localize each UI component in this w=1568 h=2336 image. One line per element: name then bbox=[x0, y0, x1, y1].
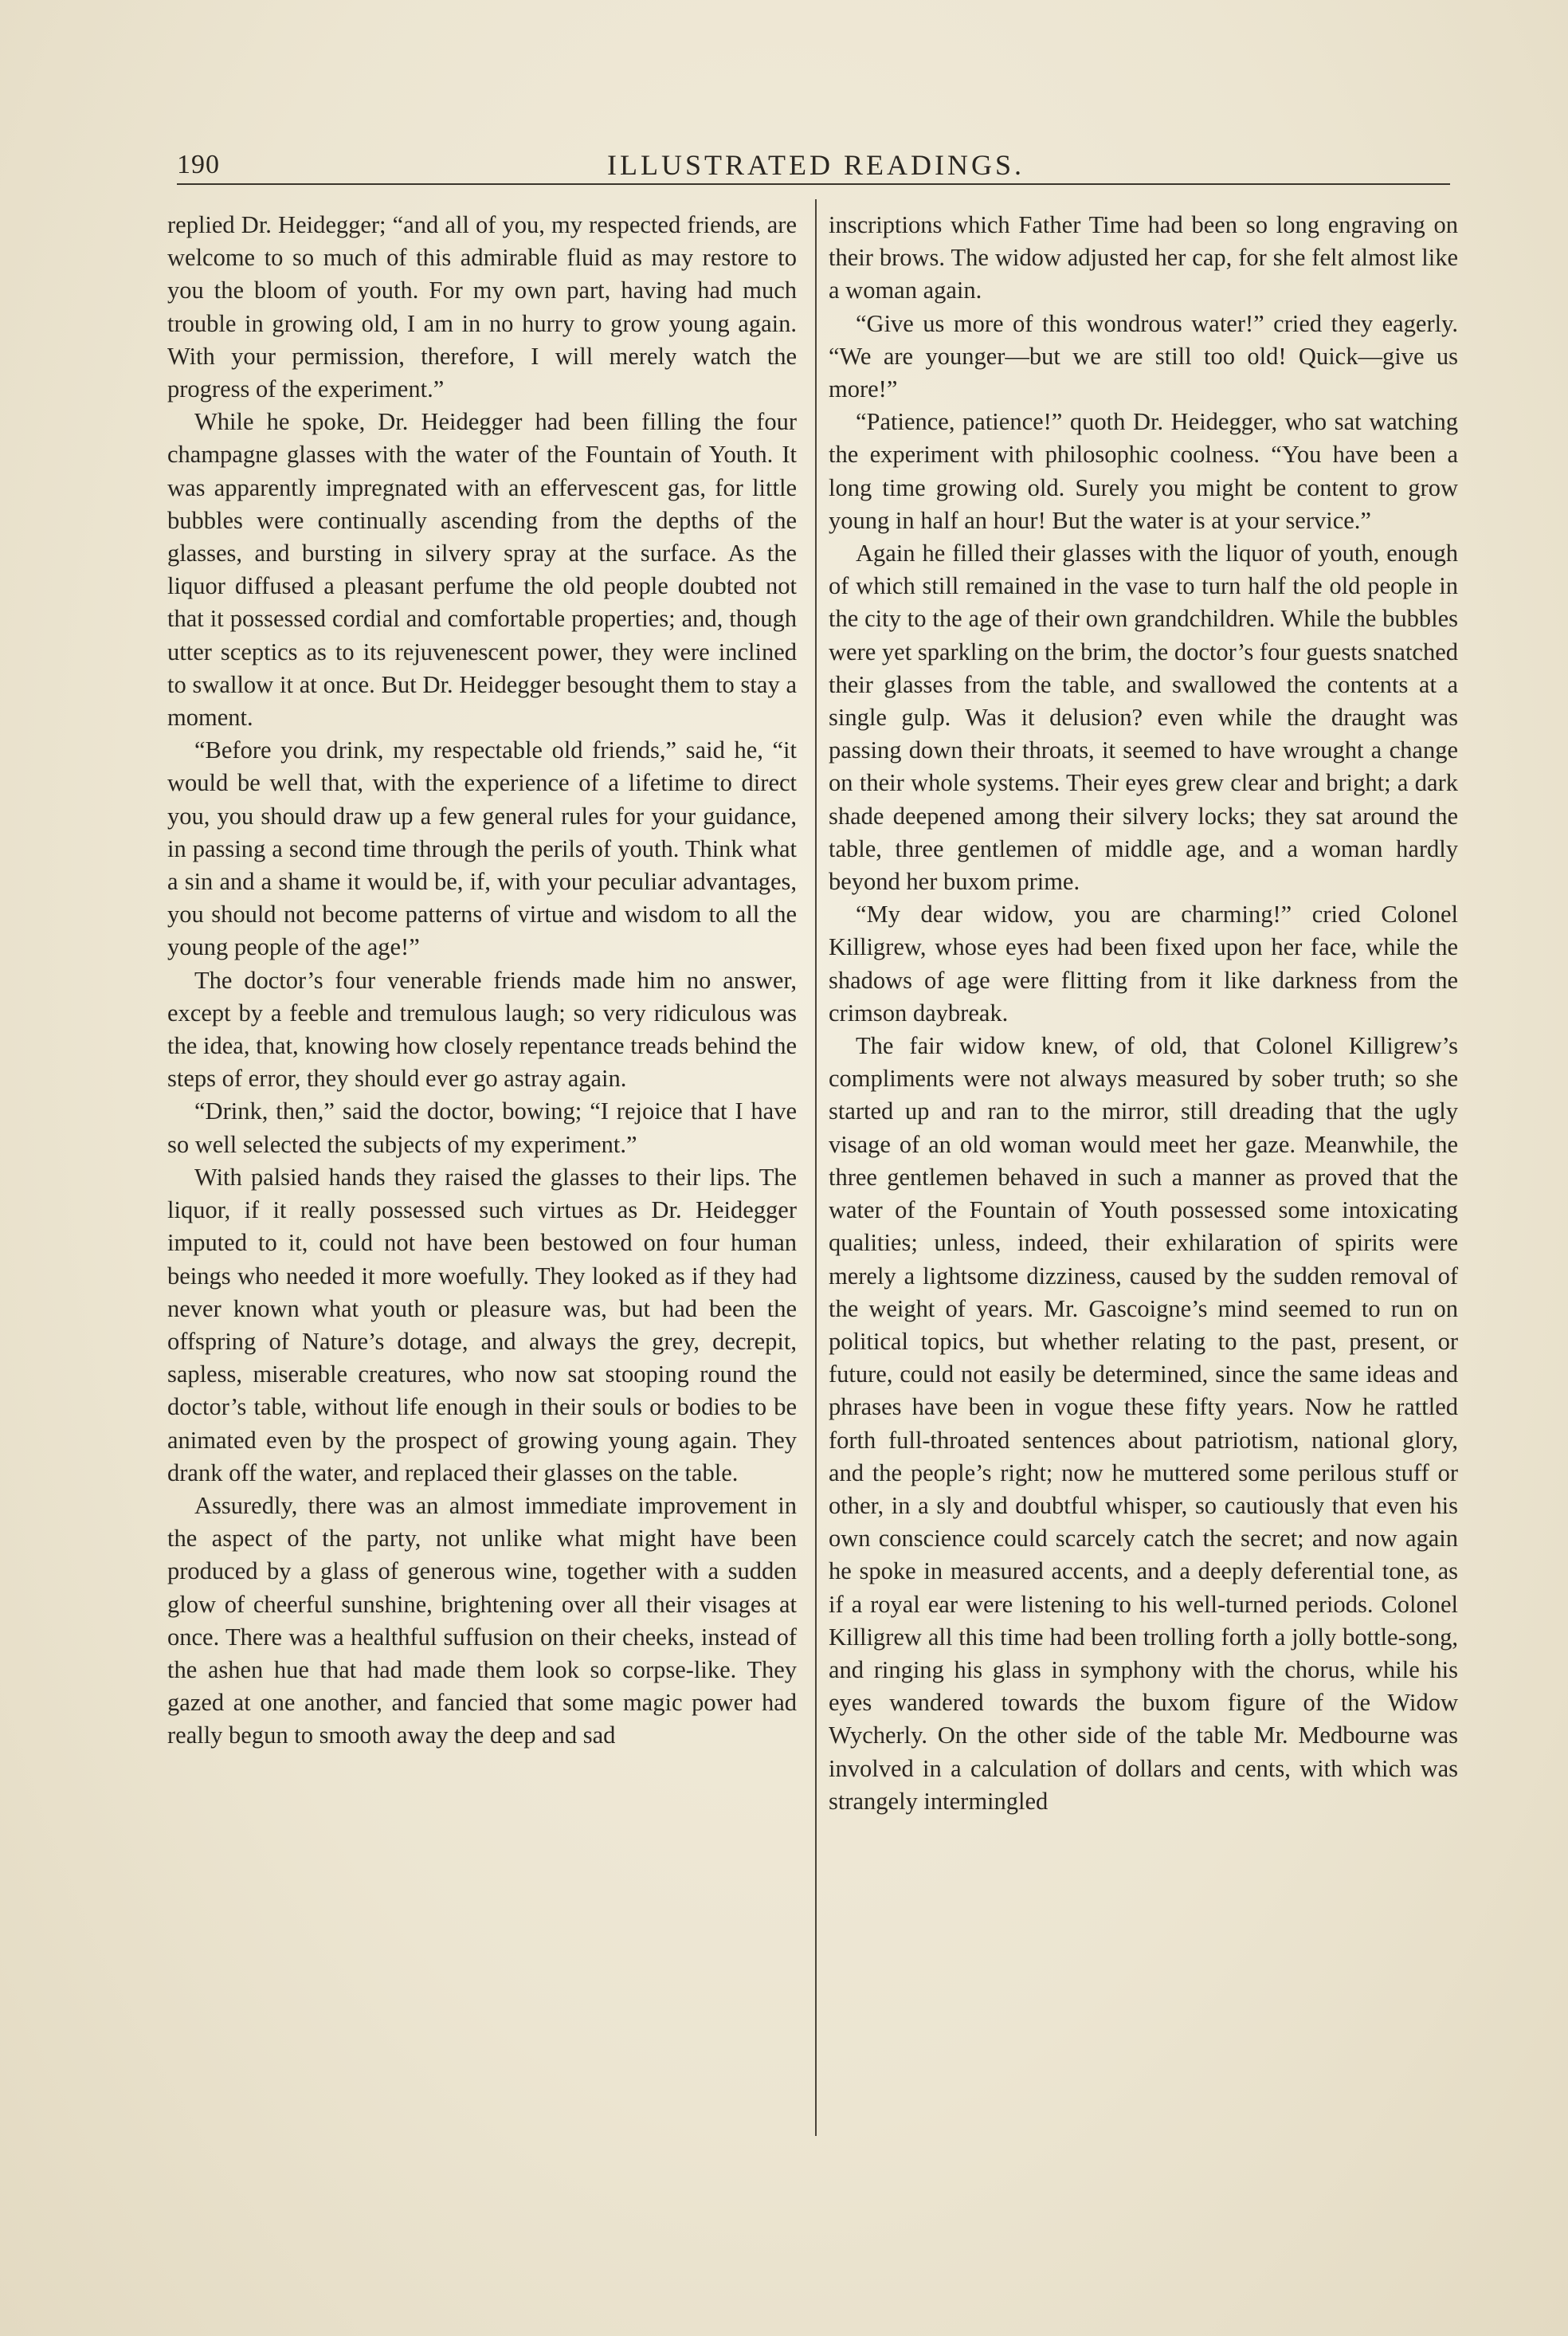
page-header bbox=[177, 142, 1452, 182]
column-divider bbox=[815, 199, 817, 2136]
header-rule bbox=[177, 183, 1450, 185]
paragraph: “Drink, then,” said the doctor, bowing; “I rejoice that I have so well selected the subjects of my experiment.” bbox=[167, 1097, 797, 1158]
paragraph: “Patience, patience!” quoth Dr. Heidegger, who sat watching the experiment with philosophic coolness. “You have been a long time growing old. Surely you might be content to grow young in half an hour! But the water is at your service.” bbox=[829, 408, 1458, 534]
paragraph: With palsied hands they raised the glasses to their lips. The liquor, if it really possessed such virtues as Dr. Heidegger imputed to it, could not have been bestowed on four human beings who needed it more woefully. They looked as if they had never known what youth or pleasure was, but had been the offspring of Nature’s dotage, and always the grey, decrepit, sapless, miserable creatures, who now sat stooping round the doctor’s table, without life enough in their souls or bodies to be animated even by the prospect of growing young again. They drank off the water, and replaced their glasses on the table. bbox=[167, 1163, 797, 1486]
paragraph: Assuredly, there was an almost immediate improvement in the aspect of the party, not unlike what might have been produced by a glass of generous wine, together with a sudden glow of cheerful sunshine, brightening over all their visages at once. There was a healthful suffusion on their cheeks, instead of the ashen hue that had made them look so corpse-like. They gazed at one another, and fancied that some magic power had really begun to smooth away the deep and sad bbox=[167, 1491, 797, 1749]
paragraph: “My dear widow, you are charming!” cried Colonel Killigrew, whose eyes had been fixed upon her face, while the shadows of age were flitting from it like darkness from the crimson daybreak. bbox=[829, 901, 1458, 1027]
paragraph: Again he filled their glasses with the liquor of youth, enough of which still remained in the vase to turn half the old people in the city to the age of their own grandchildren. While the bubbles were yet sparkling on the brim, the doctor’s four guests snatched their glasses from the table, and swallowed the contents at a single gulp. Was it delusion? even while the draught was passing down their throats, it seemed to have wrought a change on their whole systems. Their eyes grew clear and bright; a dark shade deepened among their silvery locks; they sat around the table, three gentlemen of middle age, and a woman hardly beyond her buxom prime. bbox=[829, 540, 1458, 896]
paragraph: “Give us more of this wondrous water!” cried they eagerly. “We are younger—but we are still too old! Quick—give us more!” bbox=[829, 309, 1458, 403]
paragraph: inscriptions which Father Time had been so long engraving on their brows. The widow adjusted her cap, for she felt almost like a woman again. bbox=[829, 211, 1458, 304]
paragraph: While he spoke, Dr. Heidegger had been filling the four champagne glasses with the water of the Fountain of Youth. It was apparently impregnated with an effervescent gas, for little bubbles were continually ascending from the depths of the glasses, and bursting in silvery spray at the surface. As the liquor diffused a pleasant perfume the old people doubted not that it possessed cordial and comfortable properties; and, though utter sceptics as to its rejuvenescent power, they were inclined to swallow it at once. But Dr. Heidegger besought them to stay a moment. bbox=[167, 408, 797, 732]
paragraph: The doctor’s four venerable friends made him no answer, except by a feeble and tremulous laugh; so very ridiculous was the idea, that, knowing how closely repentance treads behind the steps of error, they should ever go astray again. bbox=[167, 966, 797, 1093]
paragraph: The fair widow knew, of old, that Colonel Killigrew’s compliments were not always measured by sober truth; so she started up and ran to the mirror, still dreading that the ugly visage of an old woman would meet her gaze. Meanwhile, the three gentlemen behaved in such a manner as proved that the water of the Fountain of Youth possessed some intoxicating qualities; unless, indeed, their exhilaration of spirits were merely a lightsome dizziness, caused by the sudden removal of the weight of years. Mr. Gascoigne’s mind seemed to run on political topics, but whether relating to the past, present, or future, could not easily be determined, since the same ideas and phrases have been in vogue these fifty years. Now he rattled forth full-throated sentences about patriotism, national glory, and the people’s right; now he muttered some perilous stuff or other, in a sly and doubtful whisper, so cautiously that even his own conscience could scarcely catch the secret; and now again he spoke in measured accents, and a deeply deferential tone, as if a royal ear were listening to his well-turned periods. Colonel Killigrew all this time had been trolling forth a jolly bottle-song, and ringing his glass in symphony with the chorus, while his eyes wandered towards the buxom figure of the Widow Wycherly. On the other side of the table Mr. Medbourne was involved in a calculation of dollars and cents, with which was strangely intermingled bbox=[829, 1032, 1458, 1815]
page-number: 190 bbox=[177, 150, 220, 179]
paragraph: “Before you drink, my respectable old friends,” said he, “it would be well that, with the experience of a lifetime to direct you, you should draw up a few general rules for your guidance, in passing a second time through the perils of youth. Think what a sin and a shame it would be, if, with your peculiar advantages, you should not become patterns of virtue and wisdom to all the young people of the age!” bbox=[167, 736, 797, 961]
right-column bbox=[829, 209, 1458, 1818]
paragraph: replied Dr. Heidegger; “and all of you, my respected friends, are welcome to so much of this admirable fluid as may restore to you the bloom of youth. For my own part, having had much trouble in growing old, I am in no hurry to grow young again. With your permission, therefore, I will merely watch the progress of the experiment.” bbox=[167, 211, 797, 403]
left-column bbox=[167, 209, 797, 1753]
running-title: ILLUSTRATED READINGS. bbox=[607, 149, 1025, 181]
